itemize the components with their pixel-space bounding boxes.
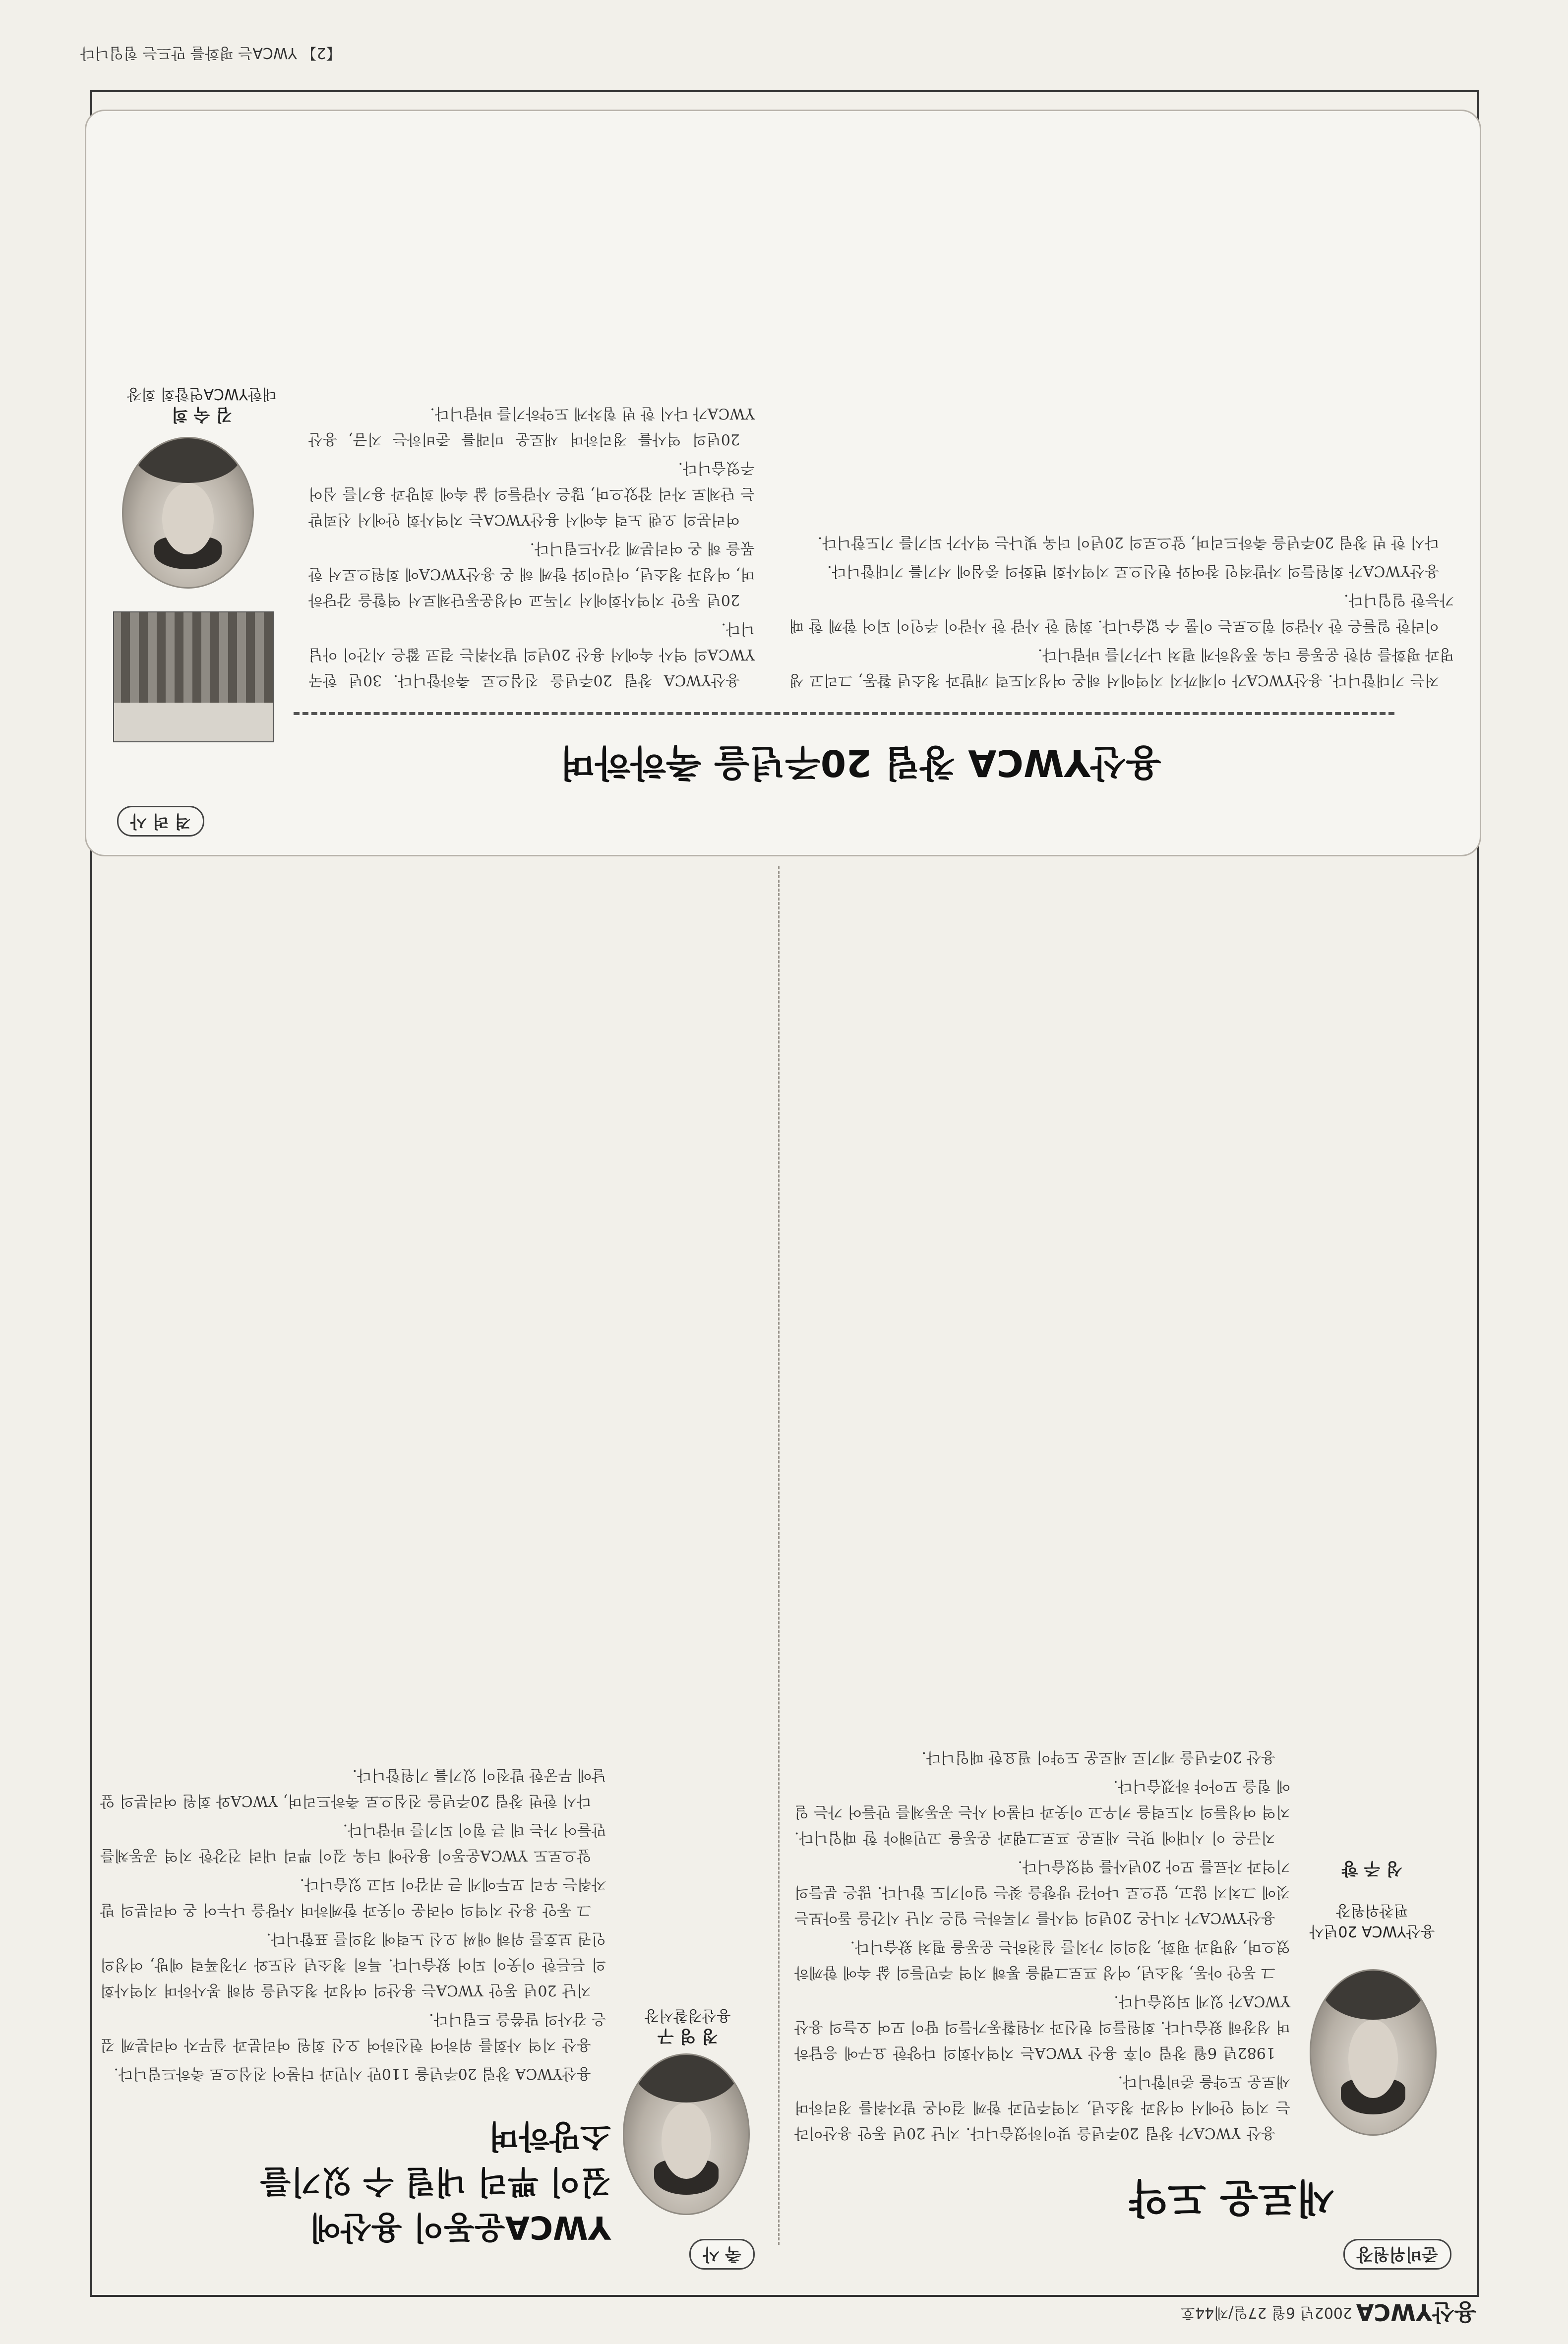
paragraph: 20년의 역사를 정리하며 새로운 미래를 준비하는 지금, 용산YWCA가 다시 한 번 힘차게 도약하기를 바랍니다. bbox=[308, 405, 755, 448]
byline-chair-name: 성 주 향 bbox=[1341, 1859, 1403, 1878]
paragraph: 용산YWCA 창립 20주년을 진심으로 축하합니다. 30년 한국YWCA의 역사 속에서 용산 20년의 발자취는 결코 짧은 시간이 아닙니다. bbox=[308, 620, 755, 689]
paragraph: 앞으로도 YWCA운동이 용산에 더욱 깊이 뿌리 내려 건강한 지역 공동체를 만들어 가는 데 큰 힘이 되기를 바랍니다. bbox=[100, 1821, 606, 1864]
paragraph: 다시 한번 창립 20주년을 진심으로 축하드리며, YWCA와 회원 여러분의 앞날에 무궁한 발전이 있기를 기원합니다. bbox=[100, 1766, 606, 1809]
masthead-logo: 용산YWCA bbox=[1356, 2299, 1476, 2326]
byline-chair bbox=[1300, 1837, 1444, 1962]
byline-federation-president-name: 김 숙 희 bbox=[171, 405, 233, 424]
headline-new-leap: 새로운 도약 bbox=[1129, 2175, 1335, 2221]
byline-federation-president-title: 대한YWCA연합회 회장 bbox=[127, 385, 277, 403]
portrait-photo-federation-president bbox=[122, 437, 254, 589]
portrait-photo-chair bbox=[1310, 1969, 1437, 2136]
greeting-left-body bbox=[794, 866, 1290, 2146]
headline-underline bbox=[294, 712, 1394, 715]
paragraph: 용산YWCA가 회원들의 자발적인 참여와 헌신으로 지역사회 변화의 중심에 서기를 기대합니다. bbox=[827, 562, 1439, 580]
paragraph: 20년 동안 지역사회에서 기독교 여성운동단체로서 역할을 감당하며, 여성과 청소년, 어린이와 함께 해 온 용산YWCA에 회원으로서 한 몫을 해 온 여러분께 감사드립니다. bbox=[308, 540, 755, 608]
paragraph: 그 동안 용산 지역의 어려운 이웃과 함께하며 사랑을 나누어 온 여러분의 발자취는 우리 모두에게 큰 귀감이 되고 있습니다. bbox=[100, 1875, 606, 1919]
encouragement-body-left bbox=[308, 137, 755, 693]
paragraph: 용산YWCA가 지나온 20년의 역사를 기록하는 일은 지난 시간을 돌아보는 것에 그치지 않고, 앞으로 나아갈 방향을 찾는 일이기도 합니다. 많은 분들의 기억과 자료를 모아 20년사를 엮었습니다. bbox=[794, 1858, 1290, 1926]
paragraph: 지금은 이 시대에 맞는 새로운 프로그램과 운동을 고민해야 할 때입니다. 지역 여성들의 지도력을 키우고 이웃과 더불어 사는 공동체를 만들어 가는 일에 힘을 모아야 하겠습니다. bbox=[794, 1777, 1290, 1846]
masthead bbox=[88, 2300, 1476, 2330]
paragraph: 지난 20년 동안 YWCA는 용산의 여성과 청소년을 위해 봉사하며 지역사회의 든든한 이웃이 되어 왔습니다. 특히 청소년 선도와 가정폭력 예방, 여성의 인권 보호를 위해 애써 오신 노력에 경의를 표합니다. bbox=[100, 1930, 606, 1999]
paragraph: 다시 한 번 창립 20주년을 축하드리며, 앞으로의 20년이 더욱 빛나는 역사가 되기를 기도합니다. bbox=[817, 534, 1439, 551]
byline-federation-president bbox=[105, 383, 299, 425]
paragraph: 용산 20주년을 계기로 새로운 도약이 필요한 때입니다. bbox=[921, 1748, 1275, 1766]
issue-date: 2002년 6월 27일/제44호 bbox=[1181, 2304, 1352, 2321]
paragraph: 1982년 6월 창립 이후 용산 YWCA는 지역사회의 다양한 요구에 응답하며 성장해 왔습니다. 회원들의 헌신과 자원활동가들의 땀이 모여 오늘의 용산YWCA가 있게 되었습니다. bbox=[794, 1992, 1290, 2061]
section-tag-congrats: 축 사 bbox=[689, 2239, 755, 2270]
paragraph: 저는 기대합니다. 용산YWCA가 이제까지 지역에서 해온 여성지도력 개발과 청소년 활동, 그리고 생명과 평화를 위한 운동을 더욱 풍성하게 펼쳐 나가기를 바랍니다. bbox=[789, 646, 1454, 689]
section-tag-encouragement: 격 려 사 bbox=[117, 806, 204, 837]
byline-police-chief-name: 정 영 구 bbox=[657, 2026, 719, 2046]
paragraph: 용산YWCA 창립 20주년을 110만 시민과 더불어 진심으로 축하드립니다. bbox=[114, 2065, 591, 2082]
paragraph: 그 동안 아동, 청소년, 여성 프로그램을 통해 지역 주민들의 삶 속에 함께하였으며, 생명과 평화, 정의의 가치를 실천하는 운동을 펼쳐 왔습니다. bbox=[794, 1938, 1290, 1981]
paragraph: 용산 YWCA가 창립 20주년을 맞이하였습니다. 지난 20년 동안 용산이라는 지역 안에서 여성과 청소년, 지역주민과 함께 걸어온 발자취를 정리하며 새로운 도약을 준비합니다. bbox=[794, 2073, 1290, 2142]
byline-chair-title: 용산YWCA 20년사 편찬위원장 bbox=[1309, 1902, 1435, 1940]
paragraph: 용산 지역 사회를 위하여 헌신하여 오신 회원 여러분과 실무자 여러분께 깊은 감사의 말씀을 드립니다. bbox=[100, 2010, 606, 2053]
encouragement-body-right bbox=[789, 137, 1454, 693]
byline-police-chief bbox=[621, 2005, 755, 2046]
headline-ywca-roots: YWCA운동이 용산에 깊이 뿌리 내릴 수 있기를 소망하며 bbox=[260, 2117, 611, 2245]
building-photo bbox=[113, 611, 274, 742]
section-tag-chair: 준비위원장 bbox=[1343, 2239, 1451, 2270]
paragraph: 이러한 일들은 한 사람의 힘으로는 이룰 수 없습니다. 회원 한 사람 한 사람이 주인이 되어 함께 할 때 가능한 일입니다. bbox=[789, 591, 1454, 634]
headline-20th-anniversary: 용산YWCA 창립 20주년을 축하하며 bbox=[559, 741, 1161, 784]
page-footer: 【2】 YWCA는 평화를 만드는 힘입니다 bbox=[80, 44, 341, 61]
greeting-right-body bbox=[100, 866, 606, 2086]
column-divider bbox=[778, 866, 780, 2245]
byline-police-chief-title: 용산경찰서장 bbox=[645, 2007, 731, 2024]
portrait-photo-police-chief bbox=[623, 2053, 750, 2215]
paragraph: 여러분의 오랜 노력 속에서 용산YWCA는 지역사회 안에서 신뢰받는 단체로 자리 잡았으며, 많은 사람들의 삶 속에 희망과 용기를 심어 주었습니다. bbox=[308, 459, 755, 528]
